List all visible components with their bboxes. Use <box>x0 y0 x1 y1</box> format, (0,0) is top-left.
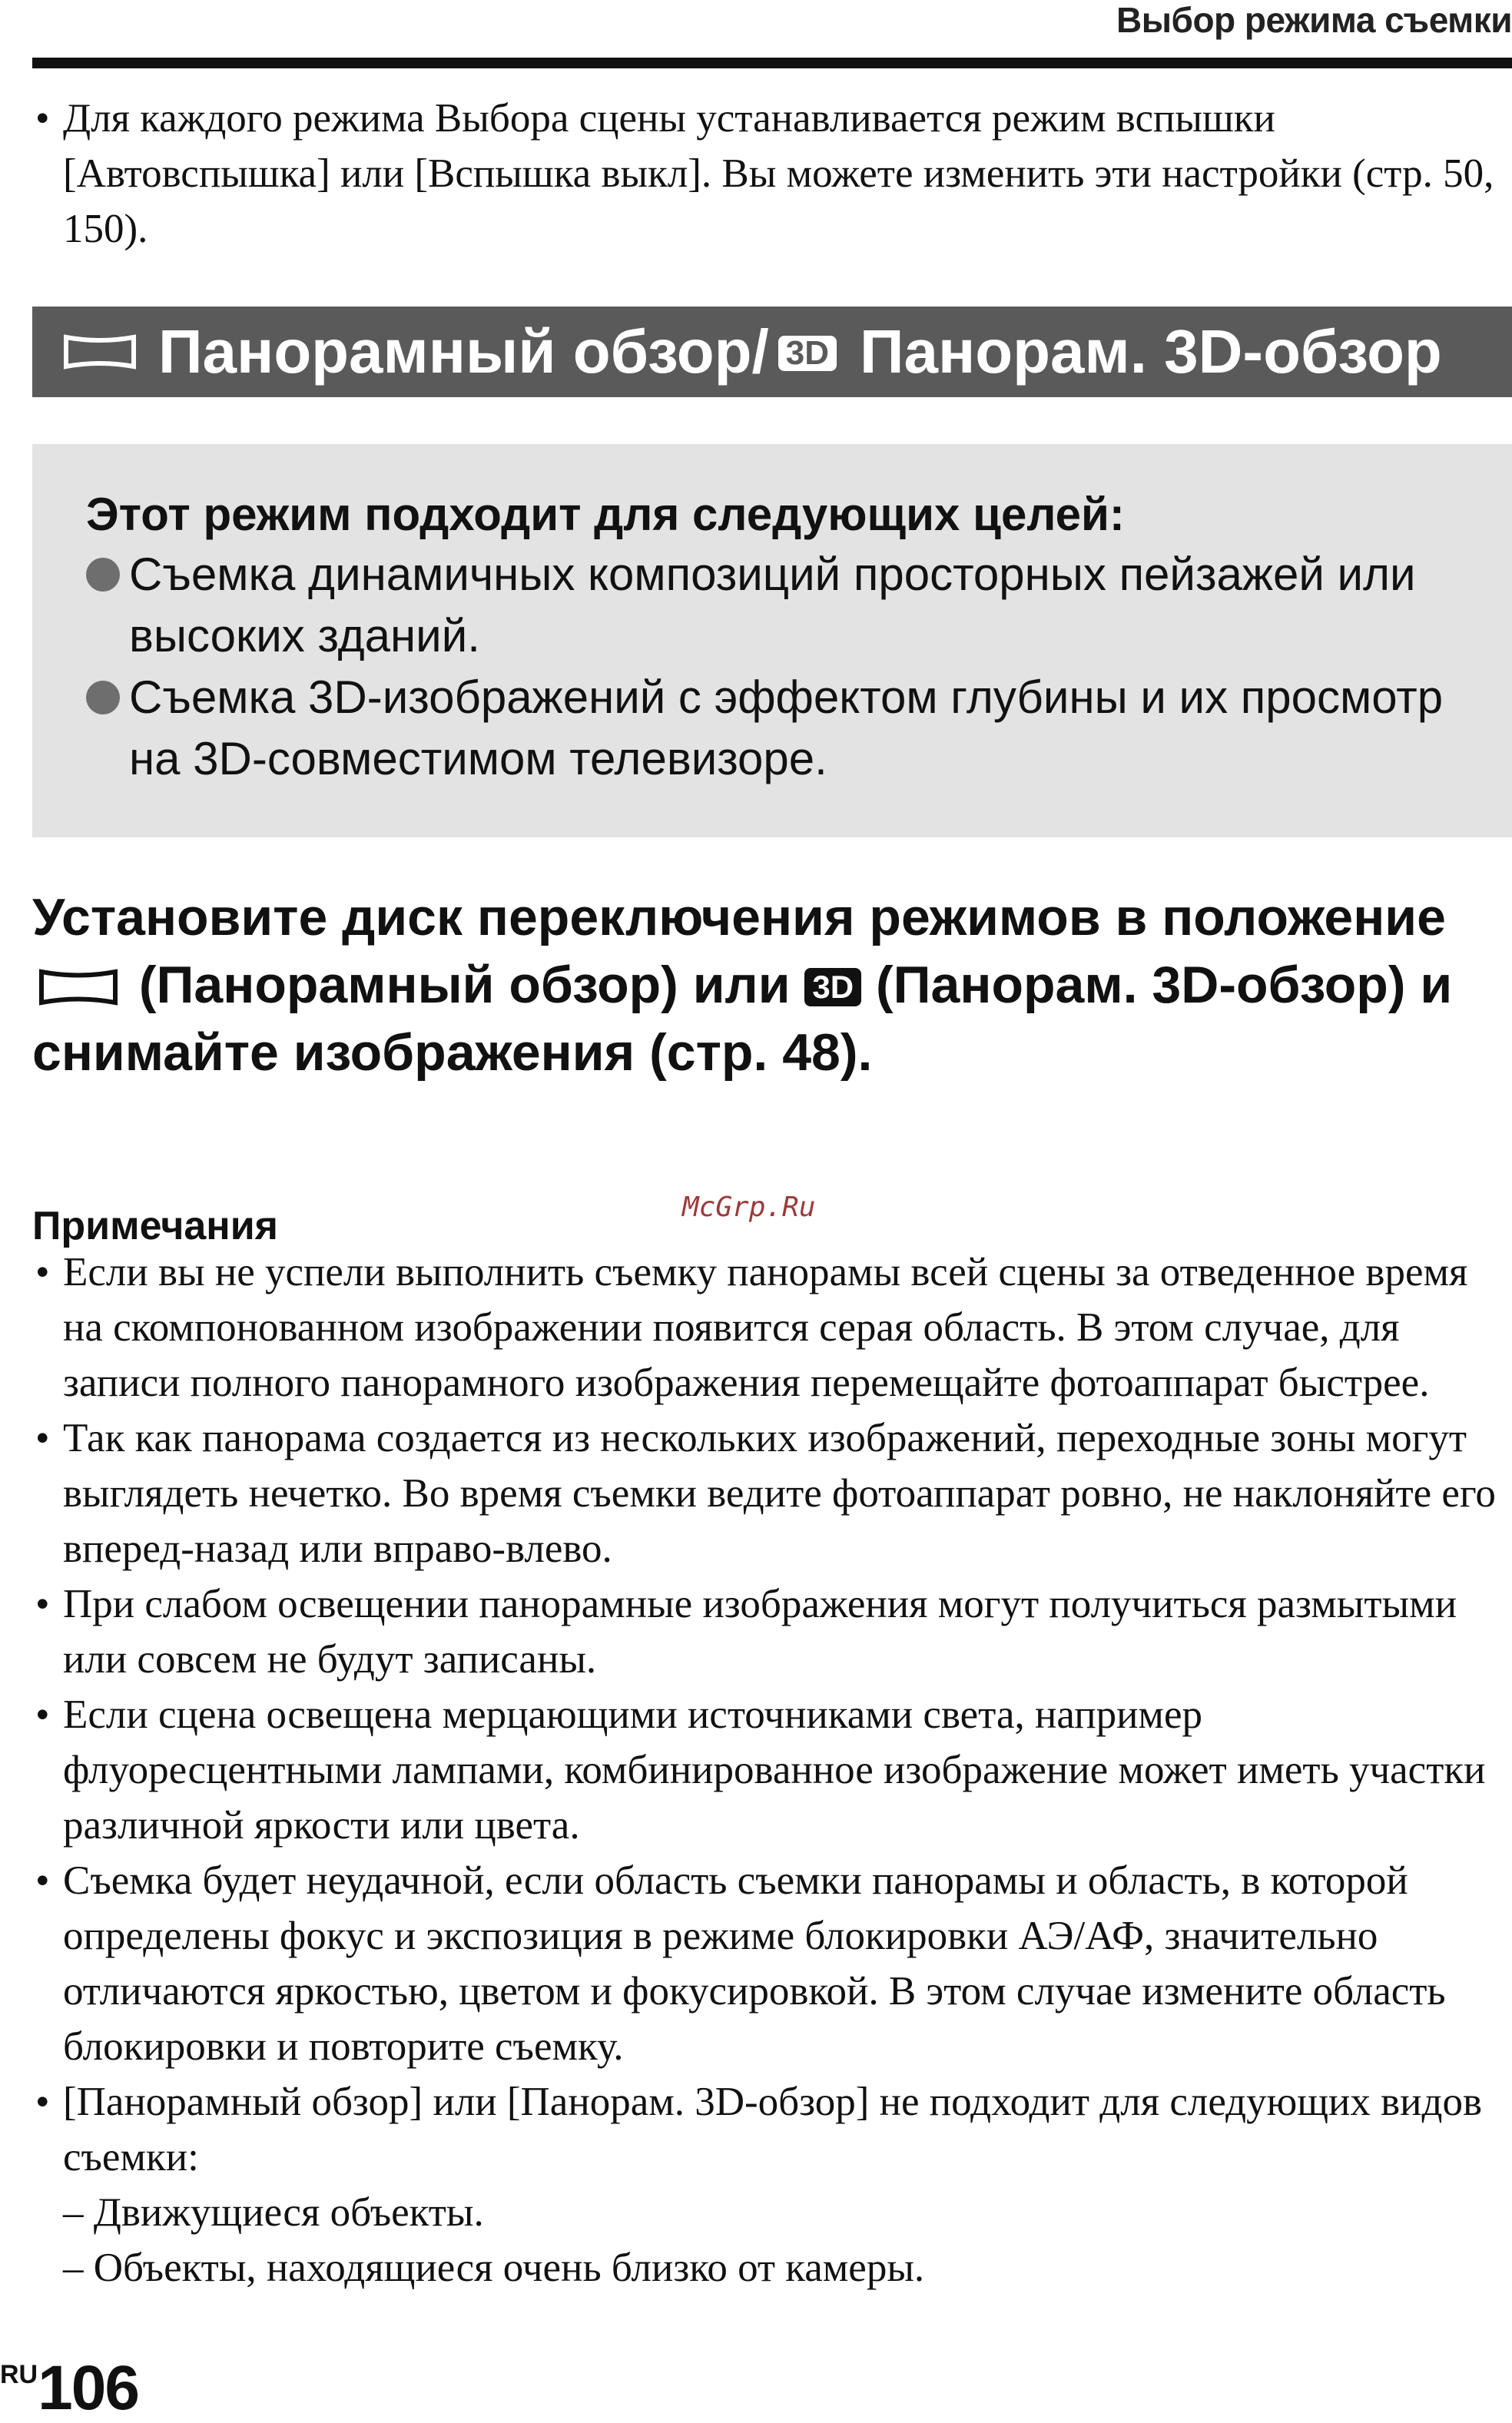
bullet-dot: • <box>35 1582 50 1626</box>
panorama-icon <box>61 333 138 371</box>
3d-badge-icon: 3D <box>804 968 861 1006</box>
note-sub-item: – Движущиеся объекты. <box>63 2190 484 2235</box>
note-item <box>32 1245 1496 1410</box>
purpose-item-text: Съемка 3D-изображений с эффектом глубины и их просмотр на 3D-совместимом телевизоре. <box>129 671 1444 784</box>
step-heading <box>32 883 1492 1086</box>
purpose-item <box>86 667 1484 790</box>
purpose-heading: Этот режим подходит для следующих целей: <box>86 489 1125 540</box>
bullet-dot: • <box>35 1692 50 1737</box>
bullet-dot: • <box>35 1858 50 1903</box>
note-text: Так как панорама создается из нескольких изображений, переходные зоны могут выглядеть нечетко. Во время съемки ведите фотоаппарат ровно, не наклоняйте его вперед-назад или вправо-влево. <box>63 1416 1496 1571</box>
note-item <box>32 2074 1496 2185</box>
section-title-part2: Панорам. 3D-обзор <box>859 317 1442 386</box>
purpose-list <box>86 544 1484 790</box>
purpose-item <box>86 544 1484 667</box>
page-lang-label: RU <box>0 2360 38 2389</box>
circle-bullet-icon <box>86 558 120 592</box>
section-title-part1: Панорамный обзор/ <box>158 317 769 386</box>
note-text: Съемка будет неудачной, если область съемки панорамы и область, в которой определены фокус и экспозиция в режиме блокировки АЭ/АФ, значительно отличаются яркостью, цветом и фокусировкой. В этом случае измените область блокировки и повторите съемку. <box>63 1858 1446 2069</box>
step-text-part2: (Панорамный обзор) или <box>138 956 791 1014</box>
purpose-item-text: Съемка динамичных композиций просторных пейзажей или высоких зданий. <box>129 549 1416 661</box>
note-item <box>32 1410 1496 1576</box>
note-text: При слабом освещении панорамные изображения могут получиться размытыми или совсем не будут записаны. <box>63 1582 1457 1682</box>
bullet-dot: • <box>35 96 50 141</box>
bullet-dot: • <box>35 2080 50 2124</box>
header-rule <box>32 58 1512 68</box>
page-number-value: 106 <box>38 2353 138 2423</box>
panorama-icon <box>37 956 120 996</box>
page-header-title: Выбор режима съемки <box>1116 0 1512 40</box>
step-text-part3: (Панорам. 3D-обзор) и снимайте изображения (стр. 48). <box>32 956 1453 1082</box>
page-number <box>0 2354 138 2423</box>
note-text: Если сцена освещена мерцающими источниками света, например флуоресцентными лампами, комбинированное изображение может иметь участки различной яркости или цвета. <box>63 1692 1486 1848</box>
intro-bullet-text: Для каждого режима Выбора сцены устанавливается режим вспышки [Автовспышка] или [Вспышка выкл]. Вы можете изменить эти настройки (стр. 50, 150). <box>63 96 1494 251</box>
note-item <box>32 1576 1496 1687</box>
3d-badge-icon: 3D <box>778 336 837 371</box>
purpose-box <box>32 444 1512 837</box>
note-sub-item: – Объекты, находящиеся очень близко от камеры. <box>63 2246 925 2290</box>
notes-heading: Примечания <box>32 1204 279 1248</box>
intro-bullet-item <box>32 91 1496 257</box>
step-text-part1: Установите диск переключения режимов в положение <box>32 888 1446 946</box>
section-title-bar <box>32 307 1512 397</box>
note-item <box>32 1853 1496 2074</box>
note-item <box>32 1687 1496 1853</box>
notes-list <box>32 1245 1496 2295</box>
note-text: Если вы не успели выполнить съемку панорамы всей сцены за отведенное время на скомпонованном изображении появится серая область. В этом случае, для записи полного панорамного изображения перемещайте фотоаппарат быстрее. <box>63 1250 1468 1405</box>
bullet-dot: • <box>35 1416 50 1460</box>
note-text: [Панорамный обзор] или [Панорам. 3D-обзор] не подходит для следующих видов съемки: <box>63 2080 1483 2179</box>
watermark: McGrp.Ru <box>682 1192 816 1223</box>
intro-bullets <box>32 91 1496 257</box>
bullet-dot: • <box>35 1250 50 1294</box>
circle-bullet-icon <box>86 681 120 714</box>
